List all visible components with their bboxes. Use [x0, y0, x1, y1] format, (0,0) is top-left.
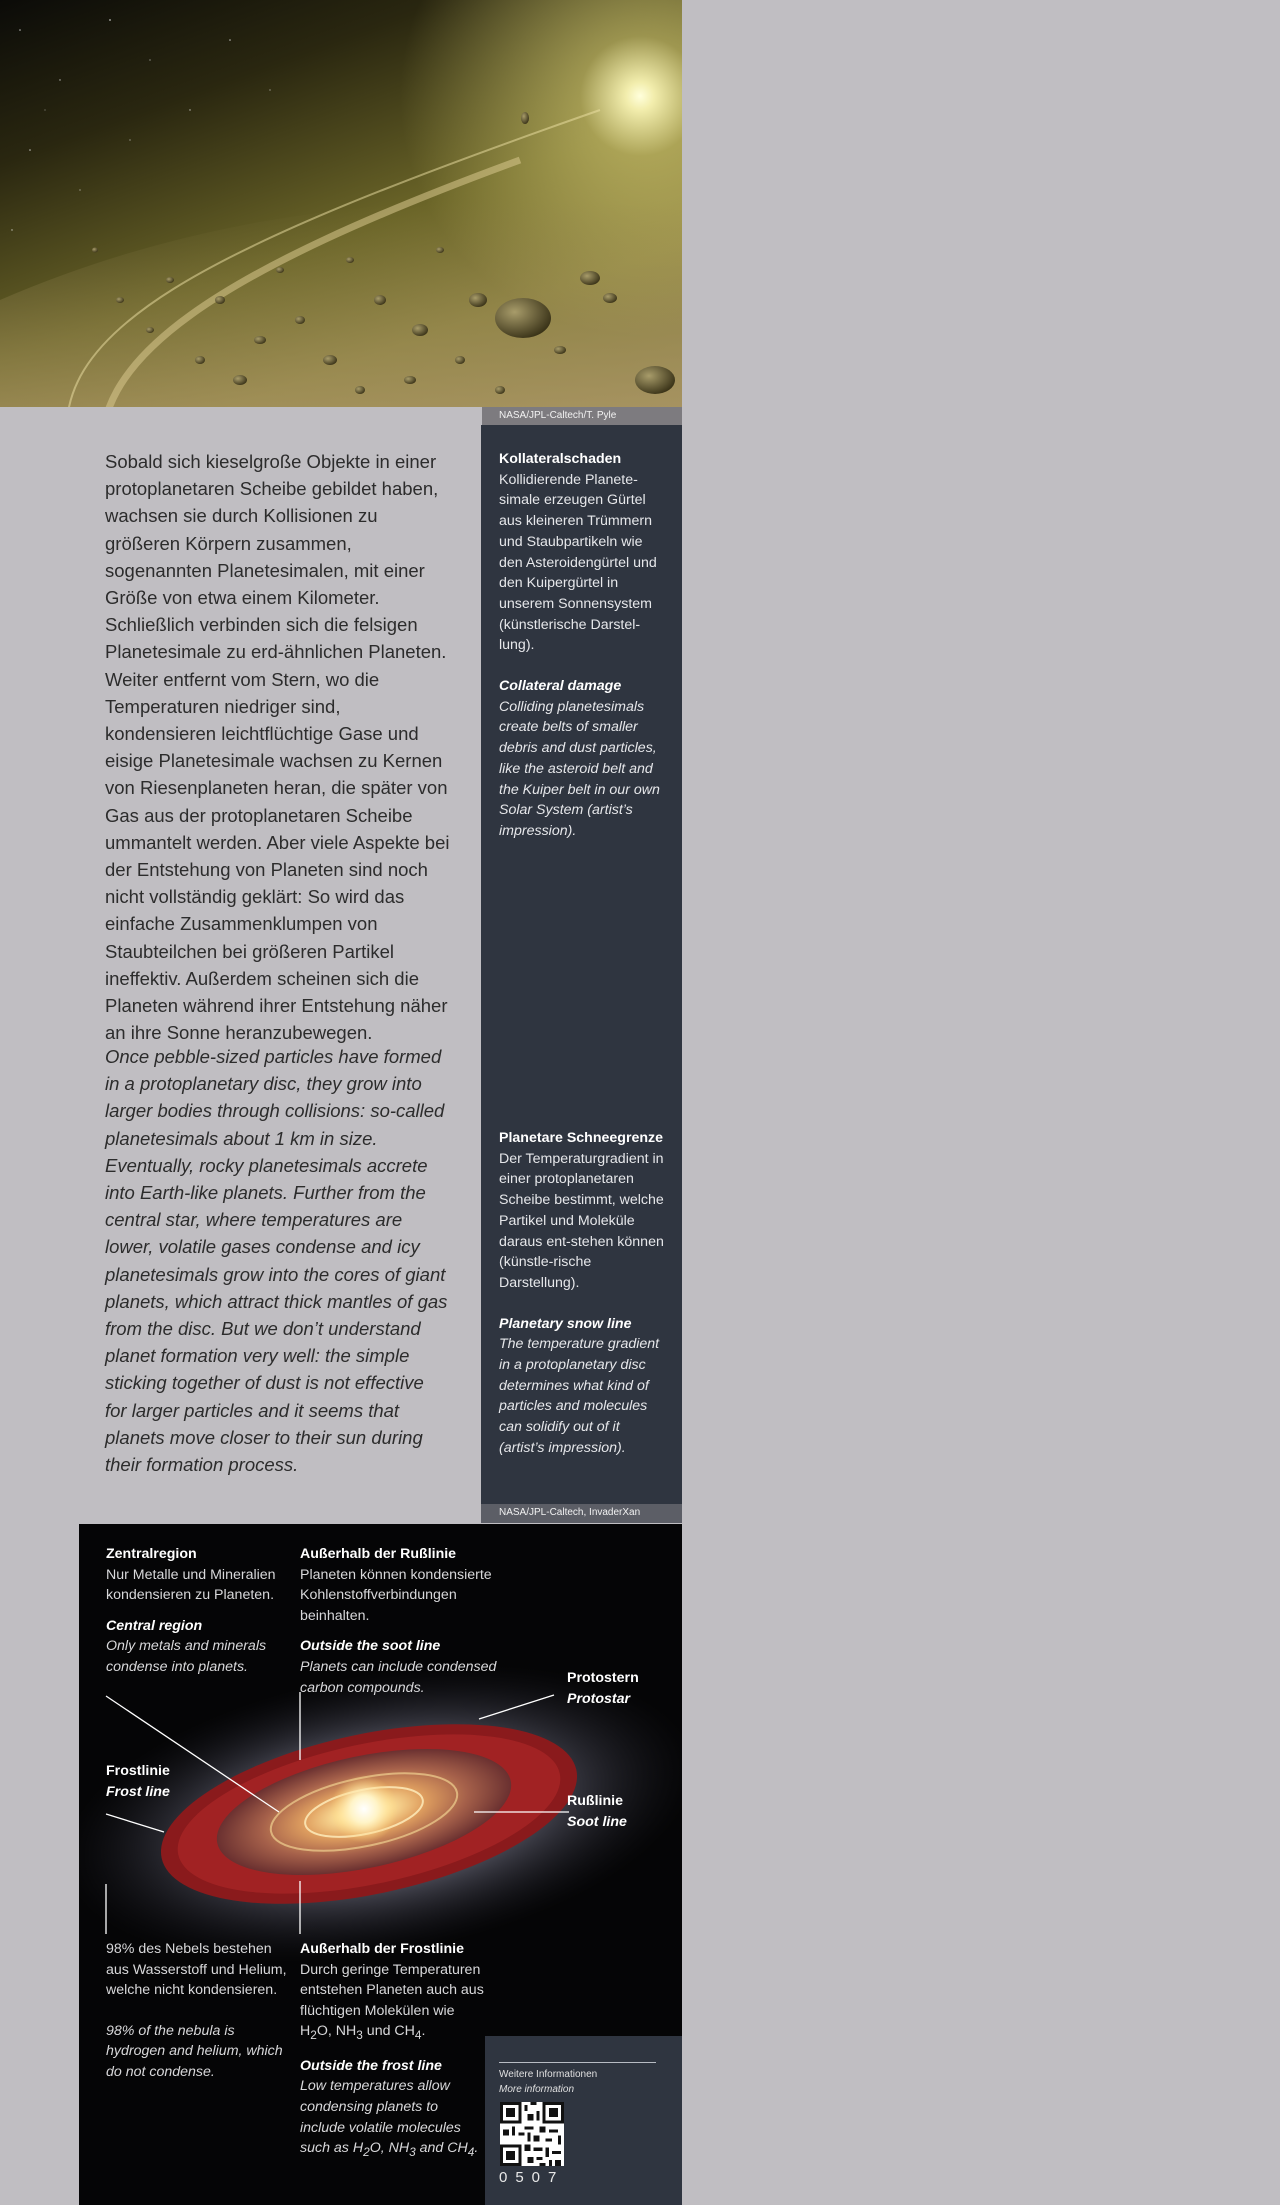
- label-outside-frost-line: [300, 1939, 485, 2163]
- caption-title-de: Planetare Schneegrenze: [499, 1130, 664, 1146]
- label-central-region: [106, 1544, 286, 1678]
- label-body-en: Low temperatures allow condensing planets to include volatile molecules such as $H_2O$, $NH_3$ and $CH_4$.: [300, 2078, 479, 2159]
- label-frost-line: [106, 1761, 170, 1802]
- caption-body-de: Kollidierende Planete-simale erzeugen Gürtel aus kleineren Trümmern und Staubpartikeln wie den Asteroidengürtel und den Kuipergürtel in unserem Sonnensystem (künstlerische Darstel-lung).: [499, 471, 657, 654]
- caption-body-de: Der Temperaturgradient in einer protoplanetaren Scheibe bestimmt, welche Partikel und Moleküle daraus ent-stehen können (künstle-rische Darstellung).: [499, 1150, 664, 1291]
- label-title-de: Frostlinie: [106, 1763, 170, 1779]
- asteroid-belt-illustration: [0, 0, 682, 407]
- caption-collateral-damage: [499, 449, 669, 842]
- label-body-en: 98% of the nebula is hydrogen and helium, which do not condense.: [106, 2022, 283, 2080]
- label-title-en: Outside the soot line: [300, 1638, 441, 1655]
- side-panel: [481, 425, 682, 1504]
- label-nebula: [106, 1939, 291, 2083]
- label-title-en: Central region: [106, 1617, 203, 1634]
- label-soot-line: [567, 1791, 627, 1832]
- caption-title-en: Collateral damage: [499, 678, 622, 695]
- divider: [499, 2062, 656, 2063]
- image-credit: NASA/JPL-Caltech/T. Pyle: [499, 410, 617, 421]
- label-title-de: Außerhalb der Rußlinie: [300, 1546, 457, 1562]
- more-info-label-de: Weitere Informationen: [499, 2069, 598, 2080]
- label-body-en: Planets can include condensed carbon compounds.: [300, 1658, 497, 1696]
- caption-snow-line: [499, 1128, 669, 1459]
- label-title-en: Frost line: [106, 1783, 170, 1800]
- main-text-german: Sobald sich kieselgroße Objekte in einer protoplanetaren Scheibe gebildet haben, wachsen sie durch Kollisionen zu größeren Körpern zusammen, sogenannten Planetesimalen, mit einer Größe von etwa einem Kilometer. Schließlich verbinden sich die felsigen Planetesimale zu erd-ähnlichen Planeten. Weiter entfernt vom Stern, wo die Temperaturen niedriger sind, kondensieren leichtflüchtige Gase und eisige Planetesimale wachsen zu Kernen von Riesenplaneten heran, die später von Gas aus der protoplanetaren Scheibe ummantelt werden. Aber viele Aspekte bei der Entstehung von Planeten sind noch nicht vollständig geklärt: So wird das einfache Zusammenklumpen von Staubteilchen bei größeren Partikel ineffektiv. Außerdem scheinen sich die Planeten während ihrer Entstehung näher an ihre Sonne heranzubewegen.: [105, 451, 450, 1044]
- qr-code-icon[interactable]: [500, 2102, 564, 2166]
- label-body-de: Nur Metalle und Mineralien kondensieren zu Planeten.: [106, 1566, 276, 1604]
- label-title-de: Rußlinie: [567, 1793, 623, 1809]
- label-title-en: Protostar: [567, 1690, 631, 1707]
- hero-image-asteroid-belt: [0, 0, 682, 407]
- label-title-en: Soot line: [567, 1813, 627, 1830]
- caption-body-en: The temperature gradient in a protoplanetary disc determines what kind of particles and molecules can solidify out of it (artist’s impression).: [499, 1336, 660, 1456]
- label-title-de: Zentralregion: [106, 1546, 197, 1562]
- label-title-de: Protostern: [567, 1670, 639, 1686]
- caption-title-de: Kollateralschaden: [499, 451, 622, 467]
- label-protostar: [567, 1668, 639, 1709]
- caption-title-en: Planetary snow line: [499, 1315, 632, 1332]
- label-title-de: Außerhalb der Frostlinie: [300, 1941, 464, 1957]
- label-outside-soot-line: [300, 1544, 515, 1698]
- caption-body-en: Colliding planetesimals create belts of smaller debris and dust particles, like the asteroid belt and the Kuiper belt in our own Solar System (artist’s impression).: [499, 698, 660, 839]
- label-title-en: Outside the frost line: [300, 2057, 442, 2074]
- more-info-label-en: More information: [499, 2084, 575, 2095]
- info-code: 0507: [499, 2169, 565, 2186]
- label-body-de: 98% des Nebels bestehen aus Wasserstoff und Helium, welche nicht kondensieren.: [106, 1941, 287, 1999]
- label-body-de: Durch geringe Temperaturen entstehen Planeten auch aus flüchtigen Molekülen wie $H_2O$, $NH_3$ und $CH_4$.: [300, 1961, 484, 2043]
- label-body-de: Planeten können kondensierte Kohlenstoffverbindungen beinhalten.: [300, 1566, 492, 1624]
- label-body-en: Only metals and minerals condense into planets.: [106, 1638, 267, 1675]
- main-text-english: Once pebble-sized particles have formed in a protoplanetary disc, they grow into larger bodies through collisions: so-called planetesimals about 1 km in size. Eventually, rocky planetesimals accrete into Earth-like planets. Further from the central star, where temperatures are lower, volatile gases condense and icy planetesimals grow into the cores of giant planets, which attract thick mantles of gas from the disc. But we don’t understand planet formation very well: the simple sticking together of dust is not effective for larger particles and it seems that planets move closer to their sun during their formation process.: [105, 1046, 448, 1476]
- image-credit: NASA/JPL-Caltech, InvaderXan: [499, 1507, 641, 1518]
